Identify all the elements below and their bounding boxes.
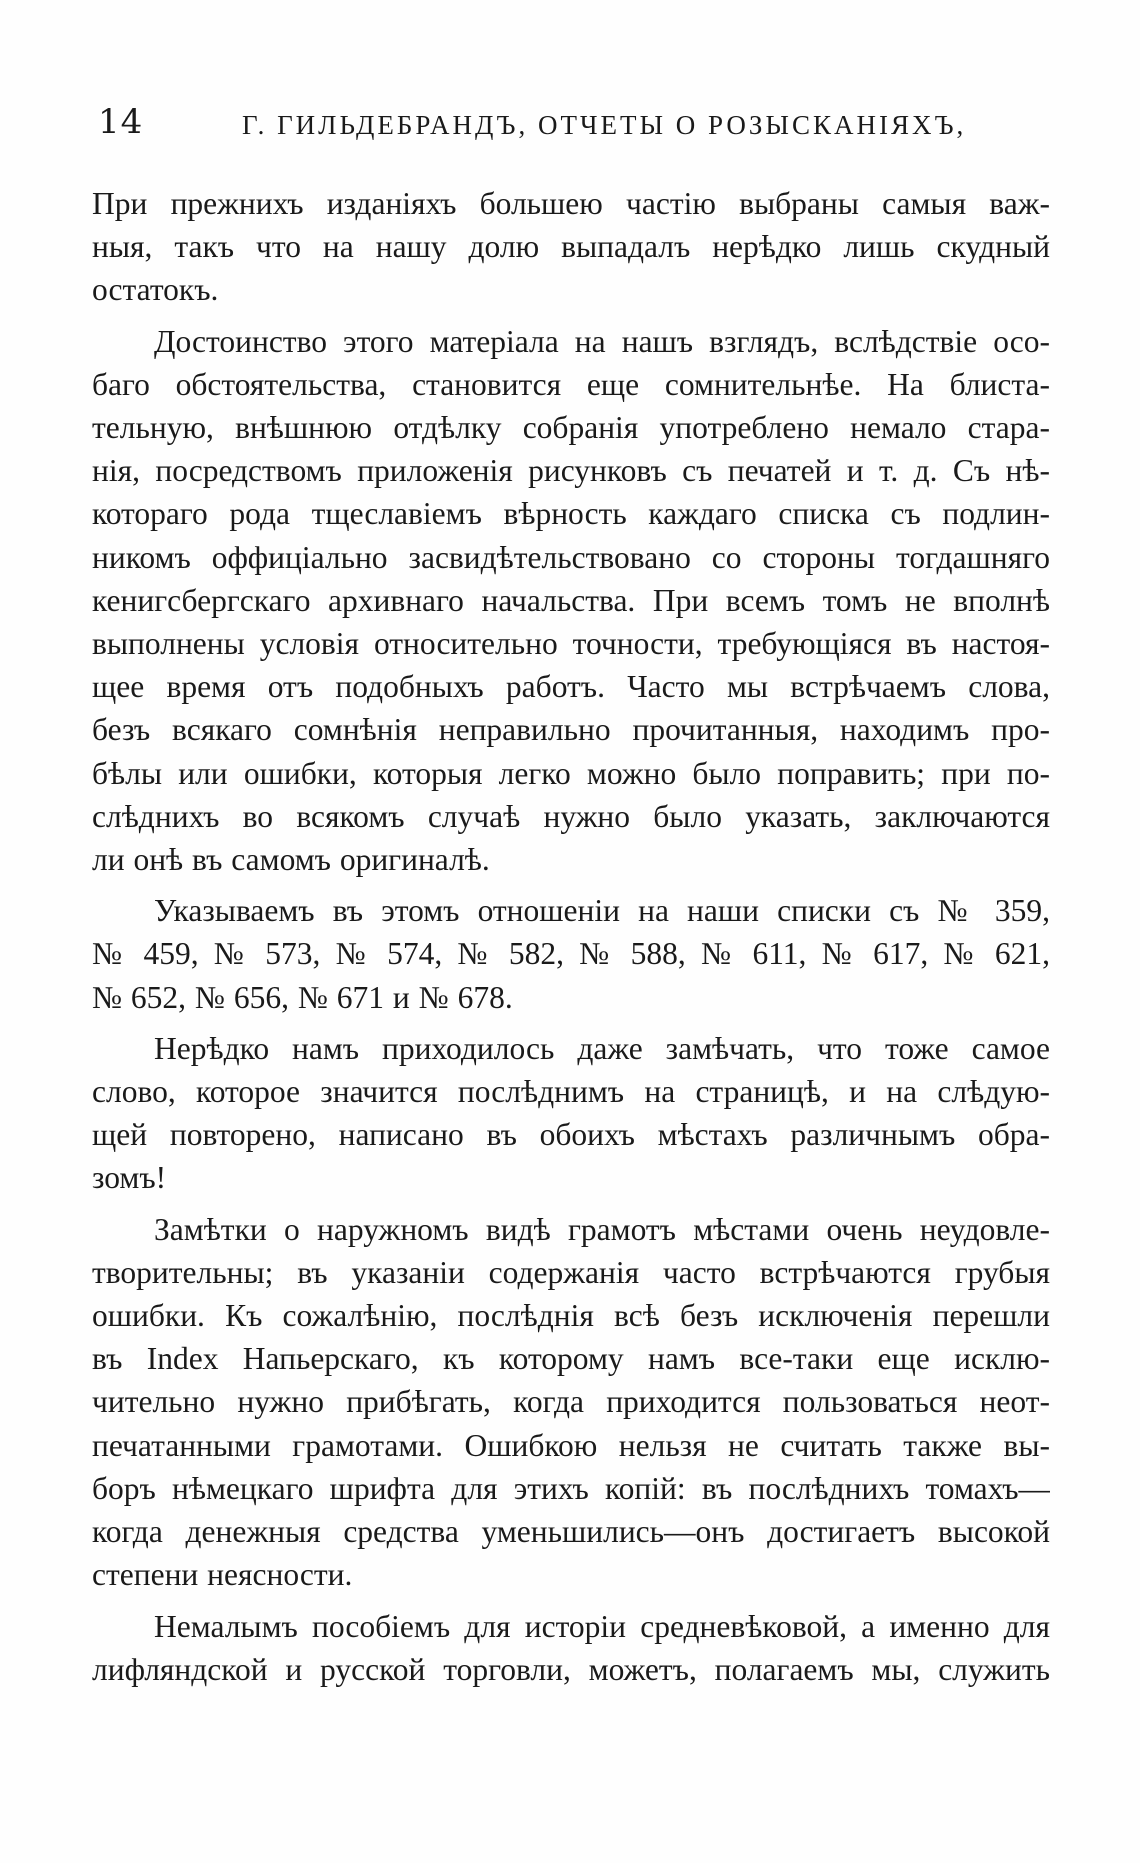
text-line: Достоинство этого матеріала на нашъ взглядъ, вслѣдствіе осо- (154, 323, 1050, 359)
paragraph (92, 320, 1050, 882)
text-line: остатокъ. (92, 272, 219, 308)
text-line: печатанными грамотами. Ошибкою нельзя не считать также вы- (92, 1427, 1050, 1463)
text-line: Немалымъ пособіемъ для исторіи средневѣковой, а именно для (154, 1608, 1050, 1644)
text-line: зомъ! (92, 1160, 167, 1196)
page-number: 14 (98, 102, 144, 142)
text-line: нія, посредствомъ приложенія рисунковъ съ печатей и т. д. Съ нѣ- (92, 453, 1050, 489)
body-text (92, 182, 1050, 1699)
text-line: степени неясности. (92, 1557, 353, 1593)
running-head: Г. ГИЛЬДЕБРАНДЪ, ОТЧЕТЫ О РОЗЫСКАНІЯХЪ, (242, 110, 967, 140)
paragraph (92, 1208, 1050, 1597)
text-line: никомъ оффиціально засвидѣтельствовано со стороны тогдашняго (92, 539, 1050, 575)
page-header (92, 98, 1052, 148)
text-line: баго обстоятельства, становится еще сомнительнѣе. На блиста- (92, 366, 1050, 402)
paragraph (92, 1605, 1050, 1691)
text-line: боръ нѣмецкаго шрифта для этихъ копій: въ послѣднихъ томахъ— (92, 1470, 1050, 1506)
text-line: слово, которое значится послѣднимъ на страницѣ, и на слѣдую- (92, 1074, 1050, 1110)
text-line: когда денежныя средства уменьшились—онъ достигаетъ высокой (92, 1514, 1050, 1550)
text-line: творительны; въ указаніи содержанія часто встрѣчаются грубыя (92, 1254, 1050, 1290)
text-line: № 459, № 573, № 574, № 582, № 588, № 611, № 617, № 621, (92, 936, 1050, 972)
text-line: ныя, такъ что на нашу долю выпадалъ нерѣдко лишь скудный (92, 229, 1050, 265)
text-line: щее время отъ подобныхъ работъ. Часто мы встрѣчаемъ слова, (92, 669, 1050, 705)
paragraph (92, 182, 1050, 312)
text-line: ошибки. Къ сожалѣнію, послѣднія всѣ безъ исключенія перешли (92, 1298, 1050, 1334)
text-line: въ Index Напьерскаго, къ которому намъ все-таки еще исклю- (92, 1341, 1050, 1377)
text-line: № 652, № 656, № 671 и № 678. (92, 979, 513, 1015)
text-line: кенигсбергскаго архивнаго начальства. При всемъ томъ не вполнѣ (92, 582, 1050, 618)
text-line: Замѣтки о наружномъ видѣ грамотъ мѣстами очень неудовле- (154, 1211, 1050, 1247)
text-line: Указываемъ въ этомъ отношеніи на наши списки съ № 359, (154, 893, 1050, 929)
text-line: безъ всякаго сомнѣнія неправильно прочитанныя, находимъ про- (92, 712, 1050, 748)
text-line: котораго рода тщеславіемъ вѣрность каждаго списка съ подлин- (92, 496, 1050, 532)
text-line: бѣлы или ошибки, которыя легко можно было поправить; при по- (92, 755, 1050, 791)
paragraph (92, 889, 1050, 1019)
paragraph (92, 1027, 1050, 1200)
text-line: слѣднихъ во всякомъ случаѣ нужно было указать, заключаются (92, 798, 1050, 834)
text-line: выполнены условія относительно точности, требующіяся въ настоя- (92, 626, 1050, 662)
text-line: тельную, внѣшнюю отдѣлку собранія употреблено немало стара- (92, 410, 1050, 446)
text-line: Нерѣдко намъ приходилось даже замѣчать, что тоже самое (154, 1030, 1050, 1066)
text-line: ли онѣ въ самомъ оригиналѣ. (92, 842, 490, 878)
text-line: При прежнихъ изданіяхъ большею частію выбраны самыя важ- (92, 186, 1050, 221)
text-line: лифляндской и русской торговли, можетъ, полагаемъ мы, служить (92, 1651, 1050, 1687)
text-line: чительно нужно прибѣгать, когда приходится пользоваться неот- (92, 1384, 1050, 1420)
text-line: щей повторено, написано въ обоихъ мѣстахъ различнымъ обра- (92, 1117, 1050, 1153)
